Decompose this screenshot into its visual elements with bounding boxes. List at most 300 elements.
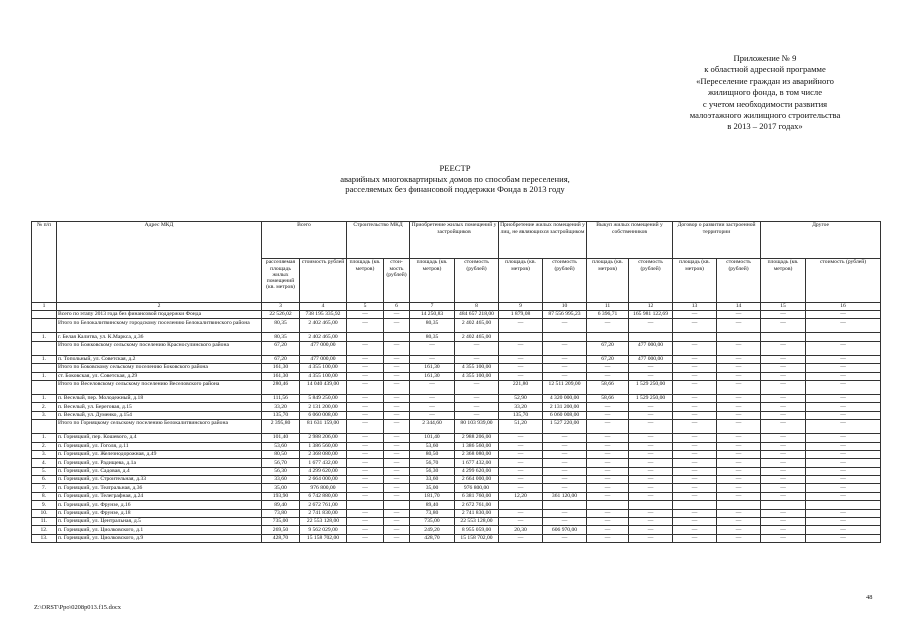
subheader-cell: стоимость (рублей) bbox=[717, 259, 761, 303]
value-cell: — bbox=[587, 372, 629, 380]
value-cell: — bbox=[717, 492, 761, 500]
subheader-cell: стои-мость (рублей) bbox=[384, 259, 410, 303]
value-cell: — bbox=[384, 341, 410, 355]
table-row bbox=[32, 394, 881, 402]
value-cell: — bbox=[806, 450, 881, 458]
table-row bbox=[32, 311, 881, 319]
subheader-cell: площадь (кв. метров) bbox=[761, 259, 806, 303]
value-cell: 2 664 000,00 bbox=[300, 476, 347, 484]
subheader-cell: стоимость (рублей) bbox=[455, 259, 499, 303]
annex-line: в 2013 – 2017 годах» bbox=[727, 121, 803, 132]
value-cell bbox=[629, 333, 673, 341]
value-cell bbox=[499, 501, 543, 509]
address-cell: п. Веселый, ул. Думенко, д.154 bbox=[57, 411, 262, 419]
value-cell: — bbox=[455, 355, 499, 363]
value-cell bbox=[587, 501, 629, 509]
address-cell: ст. Боковская, ул. Советская, д.29 bbox=[57, 372, 262, 380]
value-cell: 2 402 465,00 bbox=[455, 319, 499, 333]
value-cell: — bbox=[499, 319, 543, 333]
value-cell: 1 677 432,00 bbox=[300, 459, 347, 467]
value-cell: 477 000,00 bbox=[629, 355, 673, 363]
value-cell: 6 060 008,00 bbox=[300, 411, 347, 419]
value-cell: — bbox=[806, 311, 881, 319]
value-cell: — bbox=[499, 341, 543, 355]
row-number-cell: 3. bbox=[32, 450, 57, 458]
table-row bbox=[32, 364, 881, 372]
value-cell bbox=[761, 333, 806, 341]
annex-line: жилищного фонда, в том числе bbox=[707, 87, 823, 98]
column-number: 2 bbox=[57, 303, 262, 311]
value-cell: 80 103 939,00 bbox=[455, 420, 499, 434]
value-cell: 2 131 200,00 bbox=[300, 403, 347, 411]
value-cell: 2 672 761,00 bbox=[455, 501, 499, 509]
annex-line: «Переселение граждан из аварийного bbox=[696, 75, 834, 86]
value-cell: 976 800,00 bbox=[455, 484, 499, 492]
row-number-cell bbox=[32, 420, 57, 434]
value-cell: — bbox=[587, 484, 629, 492]
value-cell: 249,20 bbox=[410, 526, 455, 534]
value-cell: — bbox=[587, 420, 629, 434]
value-cell: — bbox=[587, 492, 629, 500]
value-cell: — bbox=[629, 492, 673, 500]
value-cell: 56,70 bbox=[262, 459, 300, 467]
row-number-cell bbox=[32, 341, 57, 355]
value-cell bbox=[673, 333, 717, 341]
value-cell: 89,40 bbox=[410, 501, 455, 509]
value-cell: — bbox=[761, 459, 806, 467]
value-cell: — bbox=[629, 372, 673, 380]
table-row bbox=[32, 476, 881, 484]
value-cell: 5 849 250,00 bbox=[300, 394, 347, 402]
value-cell: 4 355 100,00 bbox=[455, 372, 499, 380]
value-cell: 56,70 bbox=[410, 459, 455, 467]
value-cell: 87 556 995,23 bbox=[543, 311, 587, 319]
row-number-cell: 1. bbox=[32, 355, 57, 363]
value-cell: — bbox=[347, 380, 384, 394]
value-cell: 1 527 220,00 bbox=[543, 420, 587, 434]
value-cell: — bbox=[384, 355, 410, 363]
row-number-cell: 5. bbox=[32, 467, 57, 475]
value-cell bbox=[673, 501, 717, 509]
row-number-cell: 4. bbox=[32, 459, 57, 467]
page-number: 48 bbox=[866, 594, 873, 601]
value-cell: — bbox=[629, 526, 673, 534]
value-cell: — bbox=[347, 341, 384, 355]
value-cell: 735,00 bbox=[410, 518, 455, 526]
value-cell: — bbox=[629, 518, 673, 526]
address-cell: п. Горняцкий, ул. Гоголя, д.11 bbox=[57, 442, 262, 450]
value-cell: 4 299 620,00 bbox=[455, 467, 499, 475]
value-cell: — bbox=[629, 420, 673, 434]
table-row bbox=[32, 518, 881, 526]
value-cell: — bbox=[384, 394, 410, 402]
column-number: 6 bbox=[384, 303, 410, 311]
table-row bbox=[32, 526, 881, 534]
value-cell: — bbox=[384, 518, 410, 526]
table-row bbox=[32, 420, 881, 434]
value-cell: — bbox=[761, 420, 806, 434]
value-cell: — bbox=[455, 341, 499, 355]
value-cell: 976 800,00 bbox=[300, 484, 347, 492]
value-cell: — bbox=[806, 420, 881, 434]
column-number: 8 bbox=[455, 303, 499, 311]
value-cell: — bbox=[347, 394, 384, 402]
value-cell: — bbox=[587, 526, 629, 534]
title-line: аварийных многоквартирных домов по способам переселения, bbox=[340, 173, 570, 184]
value-cell: 58,66 bbox=[587, 380, 629, 394]
value-cell: 6 742 880,00 bbox=[300, 492, 347, 500]
value-cell: — bbox=[629, 319, 673, 333]
value-cell: — bbox=[587, 450, 629, 458]
value-cell: 35,00 bbox=[410, 484, 455, 492]
value-cell: — bbox=[806, 411, 881, 419]
value-cell: 1 386 560,00 bbox=[455, 442, 499, 450]
value-cell: — bbox=[761, 311, 806, 319]
value-cell: — bbox=[410, 403, 455, 411]
column-number: 10 bbox=[543, 303, 587, 311]
title-heading: РЕЕСТР bbox=[439, 163, 471, 173]
value-cell: 6 060 008,00 bbox=[543, 411, 587, 419]
column-number: 9 bbox=[499, 303, 543, 311]
value-cell: — bbox=[587, 476, 629, 484]
title-line: расселяемых без финансовой поддержки Фонда в 2013 году bbox=[345, 184, 565, 195]
table-row bbox=[32, 534, 881, 542]
value-cell: — bbox=[761, 518, 806, 526]
value-cell: 2 741 830,00 bbox=[300, 509, 347, 517]
table-row bbox=[32, 442, 881, 450]
address-cell: Итого по Божковскому сельскому поселению Красносулинского района bbox=[57, 341, 262, 355]
value-cell: 484 657 218,00 bbox=[455, 311, 499, 319]
value-cell bbox=[499, 333, 543, 341]
value-cell: — bbox=[347, 459, 384, 467]
value-cell: 22 526,02 bbox=[262, 311, 300, 319]
value-cell: — bbox=[717, 518, 761, 526]
column-number: 4 bbox=[300, 303, 347, 311]
value-cell: — bbox=[499, 450, 543, 458]
subheader-cell: площадь (кв. метров) bbox=[673, 259, 717, 303]
value-cell: — bbox=[806, 476, 881, 484]
value-cell: — bbox=[543, 364, 587, 372]
value-cell: — bbox=[806, 341, 881, 355]
value-cell: — bbox=[543, 341, 587, 355]
value-cell: 67,20 bbox=[262, 355, 300, 363]
value-cell: — bbox=[717, 467, 761, 475]
row-number-cell: 2. bbox=[32, 442, 57, 450]
value-cell: — bbox=[384, 476, 410, 484]
value-cell: — bbox=[761, 319, 806, 333]
value-cell: — bbox=[806, 434, 881, 442]
address-cell: п. Топольный, ул. Советская, д.2 bbox=[57, 355, 262, 363]
value-cell bbox=[587, 333, 629, 341]
value-cell: — bbox=[673, 434, 717, 442]
value-cell: — bbox=[499, 355, 543, 363]
row-number-cell: 1. bbox=[32, 434, 57, 442]
value-cell: — bbox=[543, 476, 587, 484]
value-cell: — bbox=[543, 459, 587, 467]
value-cell: — bbox=[673, 355, 717, 363]
address-cell: п. Горняцкий, пер. Кошевого, д.4 bbox=[57, 434, 262, 442]
value-cell: — bbox=[673, 509, 717, 517]
value-cell: — bbox=[347, 526, 384, 534]
value-cell: — bbox=[761, 534, 806, 542]
value-cell: — bbox=[761, 450, 806, 458]
value-cell: 80,50 bbox=[410, 450, 455, 458]
value-cell: 35,00 bbox=[262, 484, 300, 492]
value-cell: — bbox=[761, 476, 806, 484]
value-cell: — bbox=[455, 380, 499, 394]
value-cell: — bbox=[717, 380, 761, 394]
value-cell: 361 120,00 bbox=[543, 492, 587, 500]
value-cell: — bbox=[629, 476, 673, 484]
value-cell: — bbox=[673, 450, 717, 458]
address-cell: п. Горняцкий, ул. Телеграфная, д.24 bbox=[57, 492, 262, 500]
value-cell: — bbox=[543, 509, 587, 517]
value-cell: — bbox=[384, 534, 410, 542]
value-cell: — bbox=[806, 364, 881, 372]
value-cell: — bbox=[717, 394, 761, 402]
value-cell: — bbox=[499, 434, 543, 442]
value-cell: — bbox=[806, 534, 881, 542]
header-cell: № п/п bbox=[32, 222, 57, 303]
value-cell: — bbox=[543, 434, 587, 442]
value-cell: — bbox=[717, 420, 761, 434]
column-number: 5 bbox=[347, 303, 384, 311]
value-cell: 15 158 702,00 bbox=[300, 534, 347, 542]
value-cell: — bbox=[717, 450, 761, 458]
address-cell: п. Горняцкий, ул. Циолковского, д.9 bbox=[57, 534, 262, 542]
annex-block bbox=[650, 53, 880, 133]
value-cell: — bbox=[347, 411, 384, 419]
value-cell: — bbox=[384, 492, 410, 500]
address-cell: Итого по Белокалитвинскому городскому поселению Белокалитвинского района bbox=[57, 319, 262, 333]
value-cell: 80,35 bbox=[410, 333, 455, 341]
subheader-cell: площадь (кв. метров) bbox=[410, 259, 455, 303]
value-cell: 165 981 122,69 bbox=[629, 311, 673, 319]
value-cell: — bbox=[347, 442, 384, 450]
value-cell: — bbox=[543, 355, 587, 363]
value-cell: 51,20 bbox=[499, 420, 543, 434]
value-cell: 81 631 159,00 bbox=[300, 420, 347, 434]
value-cell: — bbox=[673, 476, 717, 484]
value-cell: 89,40 bbox=[262, 501, 300, 509]
value-cell: — bbox=[761, 403, 806, 411]
value-cell: — bbox=[629, 534, 673, 542]
subheader-cell: расселяемая площадь жилых помещений (кв. метров) bbox=[262, 259, 300, 303]
value-cell: — bbox=[673, 518, 717, 526]
annex-line: к областной адресной программе bbox=[704, 64, 826, 75]
value-cell: 33,60 bbox=[262, 476, 300, 484]
value-cell: — bbox=[717, 311, 761, 319]
value-cell: 20,30 bbox=[499, 526, 543, 534]
subheader-cell: площадь (кв. метров) bbox=[499, 259, 543, 303]
table-row bbox=[32, 484, 881, 492]
value-cell: 735,00 bbox=[262, 518, 300, 526]
value-cell: — bbox=[384, 484, 410, 492]
subheader-cell: стоимость (рублей) bbox=[629, 259, 673, 303]
row-number-cell: 12. bbox=[32, 526, 57, 534]
value-cell: — bbox=[499, 459, 543, 467]
header-row-numbers bbox=[32, 303, 881, 311]
address-cell: г. Белая Калитва, ул. К.Маркса, д.36 bbox=[57, 333, 262, 341]
value-cell: 80,35 bbox=[410, 319, 455, 333]
column-number: 13 bbox=[673, 303, 717, 311]
address-cell: п. Горняцкий, ул. Центральная, д.5 bbox=[57, 518, 262, 526]
table-row bbox=[32, 411, 881, 419]
value-cell: — bbox=[587, 518, 629, 526]
value-cell: — bbox=[499, 534, 543, 542]
value-cell: — bbox=[761, 467, 806, 475]
value-cell: — bbox=[629, 484, 673, 492]
value-cell: — bbox=[347, 355, 384, 363]
value-cell: — bbox=[347, 372, 384, 380]
value-cell: 2 402 465,00 bbox=[455, 333, 499, 341]
value-cell: — bbox=[543, 534, 587, 542]
value-cell: 56,30 bbox=[410, 467, 455, 475]
value-cell: — bbox=[455, 411, 499, 419]
value-cell: — bbox=[717, 364, 761, 372]
value-cell: — bbox=[717, 484, 761, 492]
header-cell: Всего bbox=[262, 222, 347, 259]
table-row bbox=[32, 403, 881, 411]
value-cell: — bbox=[806, 518, 881, 526]
value-cell: — bbox=[347, 364, 384, 372]
value-cell: 67,20 bbox=[262, 341, 300, 355]
value-cell bbox=[806, 333, 881, 341]
value-cell: — bbox=[761, 526, 806, 534]
value-cell: 161,30 bbox=[262, 364, 300, 372]
value-cell: — bbox=[347, 311, 384, 319]
value-cell: 2 344,60 bbox=[410, 420, 455, 434]
value-cell: 14 250,83 bbox=[410, 311, 455, 319]
file-path: Z:\ORST\Ppo\0208p013.f15.docx bbox=[34, 604, 121, 611]
value-cell: 2 131 200,00 bbox=[543, 403, 587, 411]
value-cell: — bbox=[673, 380, 717, 394]
value-cell: — bbox=[806, 492, 881, 500]
value-cell: — bbox=[761, 434, 806, 442]
value-cell: — bbox=[717, 341, 761, 355]
address-cell: п. Горняцкий, ул. Садовая, д.4 bbox=[57, 467, 262, 475]
value-cell: — bbox=[629, 509, 673, 517]
value-cell: — bbox=[543, 518, 587, 526]
row-number-cell: 10. bbox=[32, 509, 57, 517]
subheader-cell: площадь (кв. метров) bbox=[587, 259, 629, 303]
value-cell: 9 562 029,00 bbox=[300, 526, 347, 534]
value-cell: 2 988 206,00 bbox=[300, 434, 347, 442]
value-cell: — bbox=[673, 526, 717, 534]
value-cell: — bbox=[673, 534, 717, 542]
value-cell: — bbox=[499, 467, 543, 475]
value-cell: — bbox=[806, 484, 881, 492]
value-cell: 4 299 620,00 bbox=[300, 467, 347, 475]
table-row bbox=[32, 434, 881, 442]
row-number-cell: 3. bbox=[32, 411, 57, 419]
row-number-cell: 6. bbox=[32, 476, 57, 484]
value-cell: 280,46 bbox=[262, 380, 300, 394]
row-number-cell bbox=[32, 319, 57, 333]
value-cell: — bbox=[543, 450, 587, 458]
value-cell bbox=[806, 501, 881, 509]
value-cell: 80,50 bbox=[262, 450, 300, 458]
value-cell: — bbox=[384, 364, 410, 372]
value-cell: — bbox=[347, 420, 384, 434]
annex-line: с учетом необходимости развития bbox=[702, 98, 828, 109]
value-cell: 111,56 bbox=[262, 394, 300, 402]
value-cell: — bbox=[455, 394, 499, 402]
value-cell: — bbox=[806, 526, 881, 534]
address-cell: Итого по Веселовскому сельскому поселению Веселовского района bbox=[57, 380, 262, 394]
value-cell: 80,35 bbox=[262, 333, 300, 341]
address-cell: п. Горняцкий, ул. Театральная, д.36 bbox=[57, 484, 262, 492]
value-cell: — bbox=[384, 319, 410, 333]
address-cell: Всего по этапу 2013 года без финансовой поддержки Фонда bbox=[57, 311, 262, 319]
value-cell: — bbox=[629, 411, 673, 419]
value-cell: 2 672 761,00 bbox=[300, 501, 347, 509]
row-number-cell: 2. bbox=[32, 403, 57, 411]
value-cell: — bbox=[499, 364, 543, 372]
value-cell bbox=[543, 333, 587, 341]
value-cell: — bbox=[543, 484, 587, 492]
value-cell: — bbox=[629, 467, 673, 475]
row-number-cell bbox=[32, 311, 57, 319]
value-cell bbox=[717, 501, 761, 509]
value-cell: — bbox=[410, 341, 455, 355]
column-number: 1 bbox=[32, 303, 57, 311]
row-number-cell: 7. bbox=[32, 484, 57, 492]
value-cell: — bbox=[761, 380, 806, 394]
value-cell: 2 402 465,00 bbox=[300, 319, 347, 333]
value-cell: — bbox=[384, 509, 410, 517]
value-cell: 221,80 bbox=[499, 380, 543, 394]
value-cell: — bbox=[673, 411, 717, 419]
value-cell: — bbox=[587, 442, 629, 450]
value-cell: — bbox=[673, 459, 717, 467]
value-cell: 1 677 432,00 bbox=[455, 459, 499, 467]
row-number-cell bbox=[32, 380, 57, 394]
header-row-groups bbox=[32, 222, 881, 259]
value-cell: — bbox=[717, 319, 761, 333]
value-cell: — bbox=[806, 467, 881, 475]
value-cell: — bbox=[384, 526, 410, 534]
value-cell: — bbox=[717, 442, 761, 450]
value-cell: — bbox=[384, 442, 410, 450]
address-cell: п. Горняцкий, ул. Циолковского, д.1 bbox=[57, 526, 262, 534]
value-cell: — bbox=[673, 492, 717, 500]
table-row bbox=[32, 372, 881, 380]
value-cell: — bbox=[761, 411, 806, 419]
annex-line: малоэтажного жилищного строительства bbox=[689, 110, 841, 121]
value-cell bbox=[717, 333, 761, 341]
value-cell: — bbox=[761, 341, 806, 355]
value-cell: 2 988 206,00 bbox=[455, 434, 499, 442]
value-cell: 606 970,00 bbox=[543, 526, 587, 534]
table-row bbox=[32, 450, 881, 458]
value-cell: — bbox=[629, 442, 673, 450]
table-row bbox=[32, 492, 881, 500]
value-cell: 6 381 760,00 bbox=[455, 492, 499, 500]
value-cell: 477 000,00 bbox=[300, 341, 347, 355]
value-cell: — bbox=[673, 394, 717, 402]
value-cell: — bbox=[587, 467, 629, 475]
value-cell: — bbox=[587, 459, 629, 467]
value-cell: — bbox=[384, 380, 410, 394]
value-cell: — bbox=[455, 403, 499, 411]
value-cell: — bbox=[499, 484, 543, 492]
value-cell: — bbox=[587, 411, 629, 419]
value-cell: — bbox=[384, 450, 410, 458]
value-cell: — bbox=[384, 411, 410, 419]
value-cell: — bbox=[717, 476, 761, 484]
value-cell: — bbox=[587, 403, 629, 411]
